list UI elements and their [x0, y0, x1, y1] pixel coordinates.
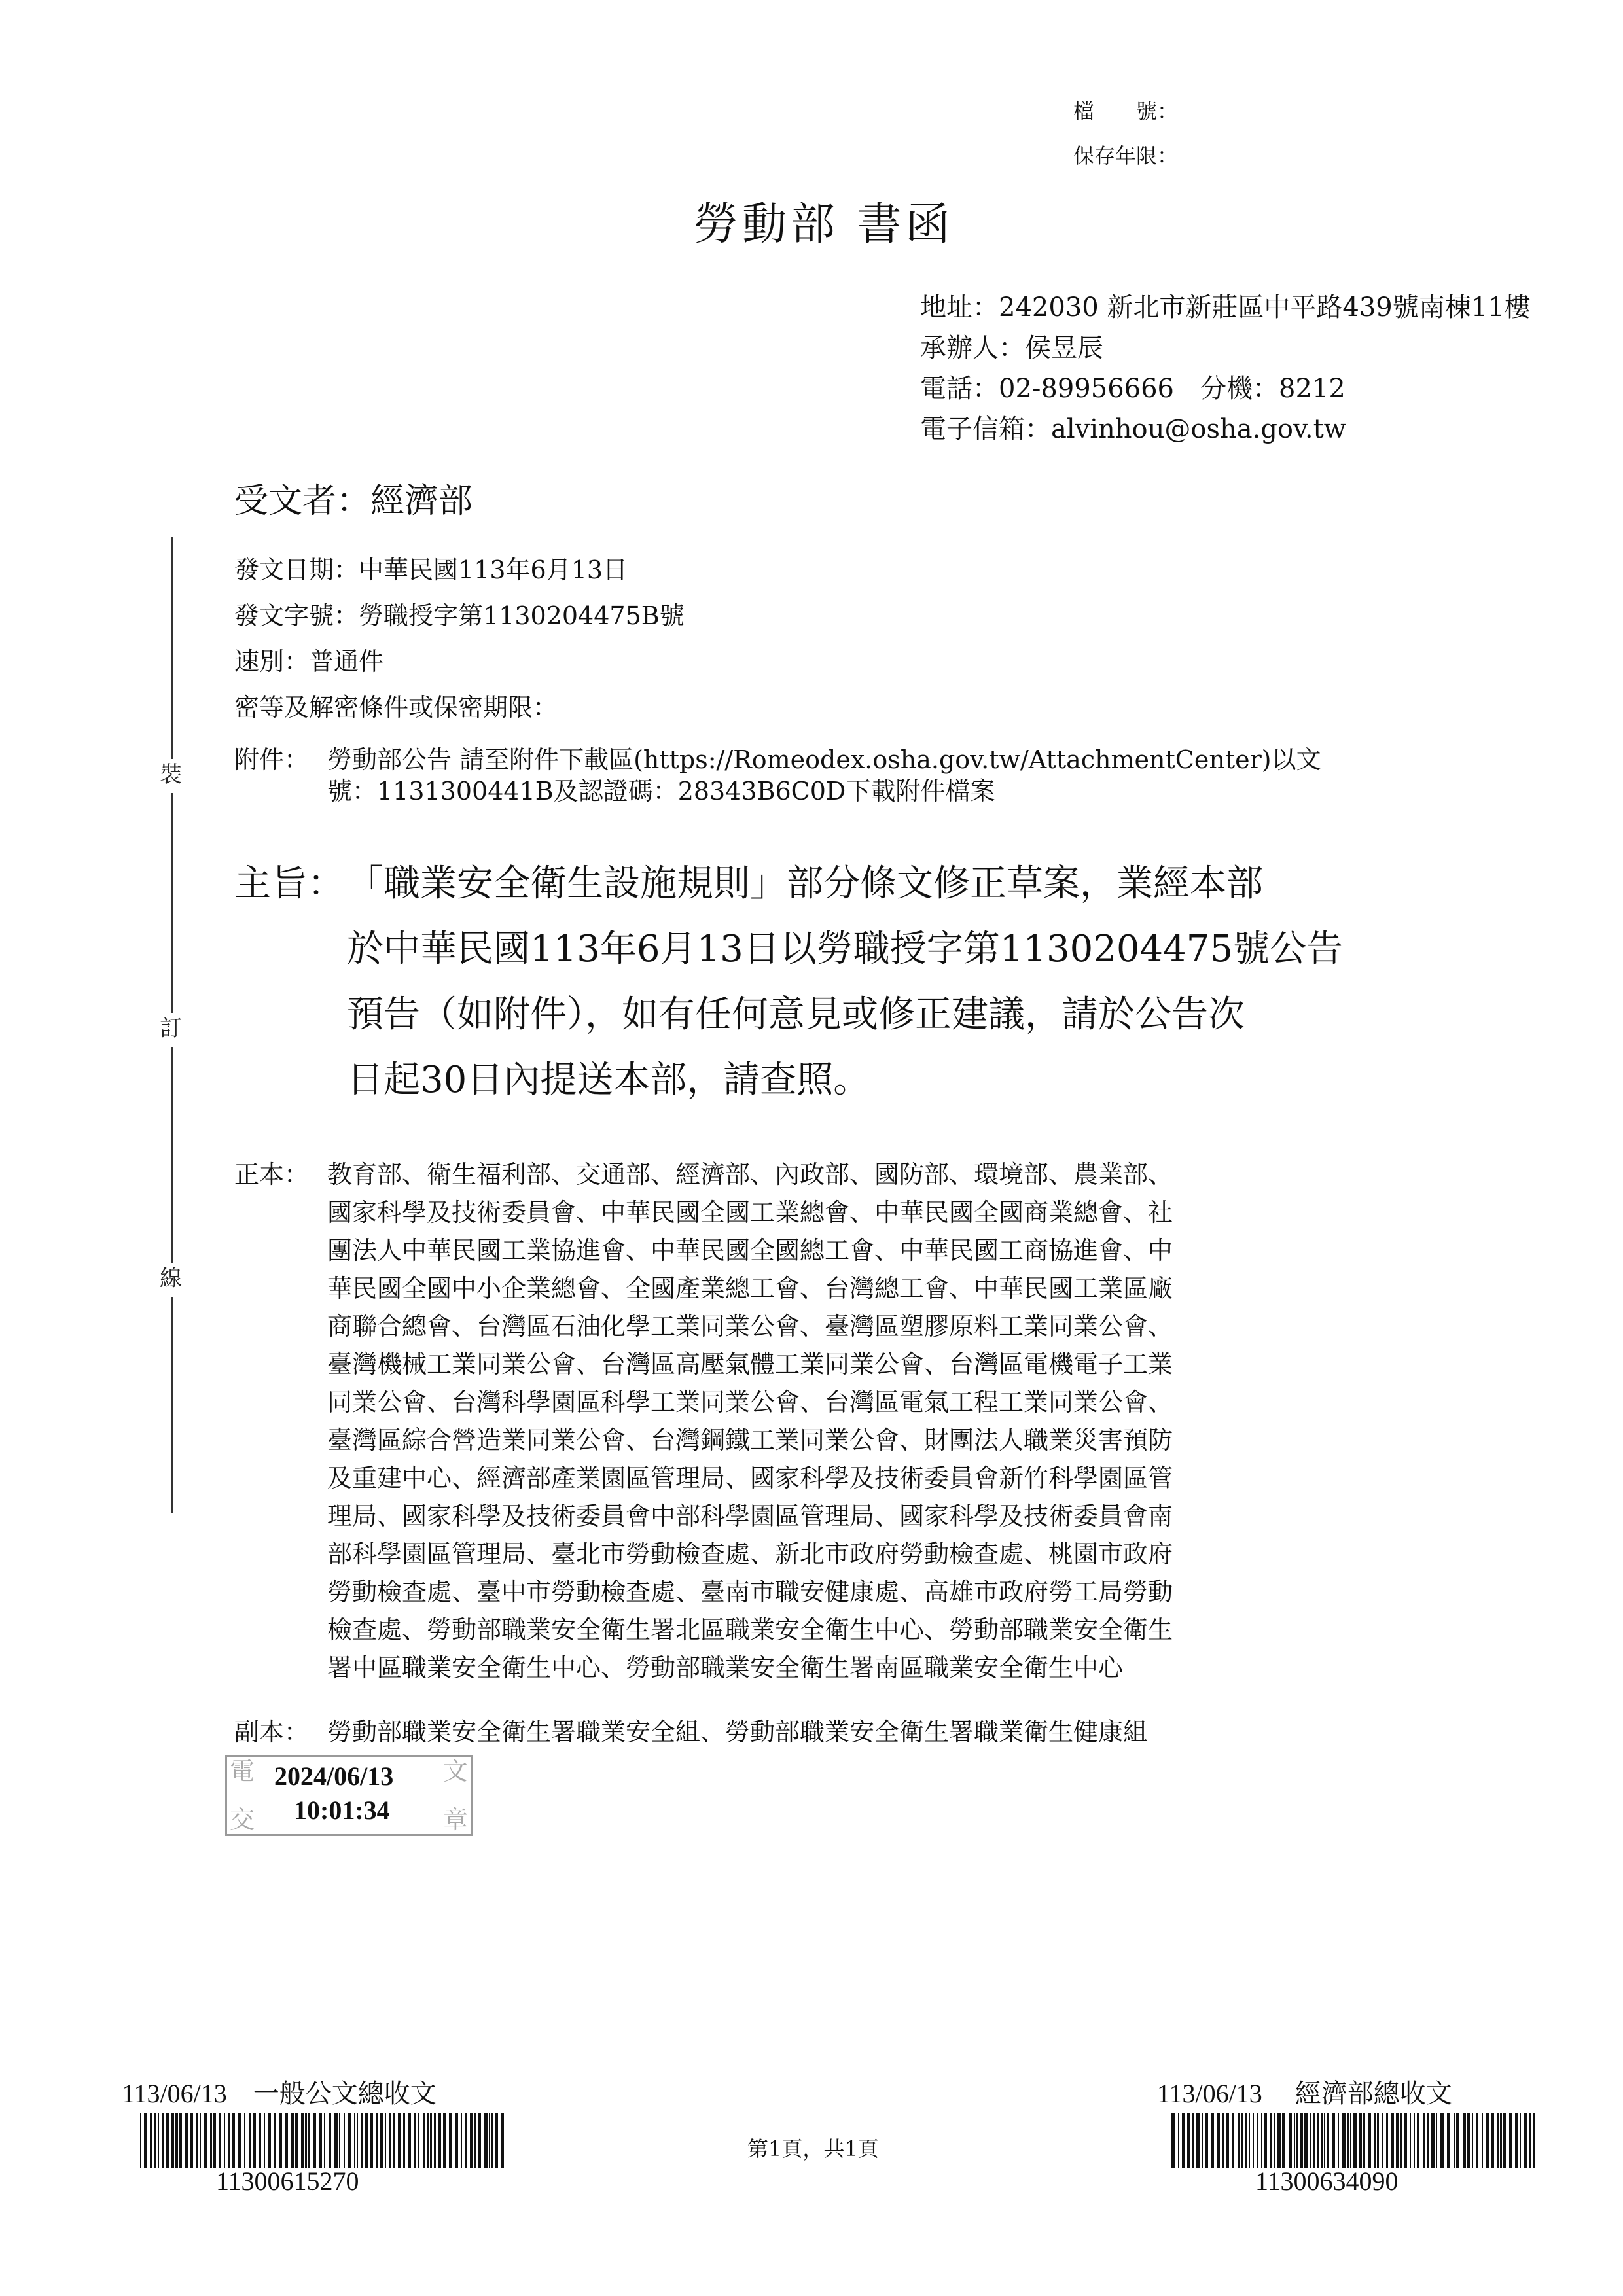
barcode-bar [370, 2113, 373, 2168]
barcode-bar [204, 2113, 207, 2168]
barcode-bar [1374, 2113, 1376, 2168]
primary-recipients-line: 商聯合總會、台灣區石油化學工業同業公會、臺灣區塑膠原料工業同業公會、 [327, 1312, 1173, 1341]
stamp-corner-char: 電 [230, 1757, 255, 1786]
recipient: 受文者：經濟部 [234, 482, 473, 521]
barcode-bar [244, 2113, 245, 2168]
barcode-bar [1391, 2113, 1394, 2168]
barcode-bar [1182, 2113, 1185, 2168]
barcode-bar [438, 2113, 441, 2168]
barcode-bar [1274, 2113, 1275, 2168]
barcode-bar [196, 2113, 198, 2168]
primary-recipients-line: 署中區職業安全衛生中心、勞動部職業安全衛生署南區職業安全衛生中心 [327, 1653, 1124, 1682]
barcode-bar [376, 2113, 378, 2168]
barcode-bar [489, 2113, 490, 2168]
barcode-bar [1427, 2113, 1429, 2168]
barcode-bar [348, 2113, 351, 2168]
primary-recipients-line: 及重建中心、經濟部產業園區管理局、國家科學及技術委員會新竹科學園區管 [327, 1464, 1173, 1492]
barcode-bar [1178, 2113, 1179, 2168]
barcode-bar [1222, 2113, 1224, 2168]
retention-period-label: 保存年限： [1073, 143, 1179, 168]
barcode-bar [1472, 2113, 1473, 2168]
barcode-bar [1327, 2113, 1329, 2168]
barcode-bar [1192, 2113, 1194, 2168]
barcode-bar [427, 2113, 429, 2168]
barcode-bar [1410, 2113, 1411, 2168]
copy-recipients-label: 副本： [234, 1718, 310, 1746]
barcode-bar [1524, 2113, 1527, 2168]
stamp-corner-char: 文 [442, 1757, 468, 1786]
barcode-bar [389, 2113, 391, 2168]
barcode-bar [259, 2113, 261, 2168]
barcode-bar [478, 2113, 481, 2168]
barcode-bar [1245, 2113, 1247, 2168]
barcode-bar [1277, 2113, 1281, 2168]
barcode-bar [179, 2113, 182, 2168]
attachment-line-2: 號：1131300441B及認證碼：28343B6C0D下載附件檔案 [327, 777, 995, 805]
primary-recipients-line: 國家科學及技術委員會、中華民國全國工業總會、中華民國全國商業總會、社 [327, 1198, 1173, 1227]
right-barcode [1171, 2113, 1538, 2168]
barcode-bar [185, 2113, 188, 2168]
right-receipt-label: 113/06/13 經濟部總收文 [1157, 2079, 1452, 2108]
barcode-bar [171, 2113, 174, 2168]
barcode-bar [1431, 2113, 1435, 2168]
attachment-label: 附件： [234, 745, 310, 774]
barcode-bar [430, 2113, 432, 2168]
barcode-bar [501, 2113, 504, 2168]
barcode-bar [1332, 2113, 1335, 2168]
barcode-bar [398, 2113, 401, 2168]
barcode-bar [1423, 2113, 1425, 2168]
barcode-bar [1217, 2113, 1220, 2168]
barcode-bar [1353, 2113, 1357, 2168]
barcode-bar [1509, 2113, 1512, 2168]
barcode-bar [1304, 2113, 1308, 2168]
left-receipt-label: 113/06/13 一般公文總收文 [122, 2079, 437, 2108]
margin-mark-staple: 訂 [160, 1016, 182, 1042]
subject-line-2: 於中華民國113年6月13日以勞職授字第1130204475號公告 [347, 928, 1344, 970]
primary-recipients-line: 理局、國家科學及技術委員會中部科學園區管理局、國家科學及技術委員會南 [327, 1502, 1173, 1530]
barcode-bar [1310, 2113, 1311, 2168]
barcode-bar [319, 2113, 322, 2168]
barcode-bar [1226, 2113, 1229, 2168]
barcode-bar [324, 2113, 325, 2168]
barcode-bar [1467, 2113, 1470, 2168]
page-number: 第1頁，共1頁 [747, 2136, 879, 2161]
barcode-bar [1436, 2113, 1437, 2168]
secrecy-level: 密等及解密條件或保密期限： [234, 693, 558, 722]
barcode-bar [1300, 2113, 1303, 2168]
barcode-bar [166, 2113, 169, 2168]
barcode-bar [1529, 2113, 1531, 2168]
handler-name: 承辦人：侯昱辰 [920, 333, 1103, 363]
file-number-label: 檔 號： [1073, 99, 1179, 124]
stamp-date: 2024/06/13 [274, 1761, 394, 1791]
barcode-bar [1342, 2113, 1346, 2168]
barcode-bar [1202, 2113, 1203, 2168]
barcode-bar [357, 2113, 358, 2168]
barcode-bar [1414, 2113, 1415, 2168]
barcode-bar [1400, 2113, 1402, 2168]
barcode-bar [414, 2113, 416, 2168]
barcode-bar [461, 2113, 462, 2168]
barcode-bar [213, 2113, 216, 2168]
barcode-bar [190, 2113, 193, 2168]
margin-mark-bind: 裝 [160, 762, 182, 788]
primary-recipients-line: 教育部、衛生福利部、交通部、經濟部、內政部、國防部、環境部、農業部、 [327, 1160, 1173, 1189]
barcode-bar [1264, 2113, 1267, 2168]
barcode-bar [408, 2113, 411, 2168]
barcode-bar [1171, 2113, 1175, 2168]
barcode-bar [380, 2113, 383, 2168]
primary-recipients-line: 臺灣區綜合營造業同業公會、台灣鋼鐵工業同業公會、財團法人職業災害預防 [327, 1426, 1173, 1455]
barcode-bar [1476, 2113, 1478, 2168]
barcode-bar [1289, 2113, 1292, 2168]
attachment-line-1: 勞動部公告 請至附件下載區(https://Romeodex.osha.gov.tw/AttachmentCenter)以文 [327, 745, 1321, 774]
barcode-bar [268, 2113, 271, 2168]
barcode-bar [224, 2113, 225, 2168]
primary-recipients-label: 正本： [234, 1160, 310, 1189]
barcode-bar [1491, 2113, 1494, 2168]
barcode-bar [154, 2113, 156, 2168]
barcode-bar [465, 2113, 467, 2168]
barcode-bar [295, 2113, 298, 2168]
barcode-bar [1500, 2113, 1502, 2168]
barcode-bar [305, 2113, 307, 2168]
left-barcode [140, 2113, 507, 2168]
barcode-bar [1205, 2113, 1208, 2168]
barcode-bar [1533, 2113, 1535, 2168]
barcode-bar [313, 2113, 316, 2168]
barcode-bar [1503, 2113, 1506, 2168]
barcode-bar [150, 2113, 152, 2168]
barcode-bar [1253, 2113, 1254, 2168]
sender-address: 地址：242030 新北市新莊區中平路439號南棟11樓 [920, 292, 1531, 323]
right-receipt-number: 11300634090 [1255, 2166, 1399, 2196]
barcode-bar [1404, 2113, 1407, 2168]
barcode-bar [1238, 2113, 1240, 2168]
primary-recipients-line: 同業公會、台灣科學園區科學工業同業公會、台灣區電氣工程工業同業公會、 [327, 1388, 1173, 1417]
barcode-bar [200, 2113, 201, 2168]
barcode-bar [253, 2113, 256, 2168]
barcode-bar [495, 2113, 498, 2168]
barcode-bar [1270, 2113, 1272, 2168]
barcode-bar [1296, 2113, 1298, 2168]
barcode-bar [1187, 2113, 1190, 2168]
barcode-bar [1463, 2113, 1466, 2168]
barcode-bar [393, 2113, 395, 2168]
subject-line-4: 日起30日內提送本部，請查照。 [347, 1059, 870, 1101]
barcode-bar [301, 2113, 304, 2168]
barcode-bar [434, 2113, 436, 2168]
barcode-bar [1324, 2113, 1325, 2168]
primary-recipients-line: 團法人中華民國工業協進會、中華民國全國總工會、中華民國工商協進會、中 [327, 1236, 1173, 1265]
barcode-bar [443, 2113, 446, 2168]
subject-line-3: 預告（如附件），如有任何意見或修正建議，請於公告次 [347, 993, 1245, 1036]
barcode-bar [491, 2113, 493, 2168]
copy-recipients: 勞動部職業安全衛生署職業安全組、勞動部職業安全衛生署職業衛生健康組 [327, 1718, 1149, 1746]
barcode-bar [1257, 2113, 1258, 2168]
barcode-bar [1196, 2113, 1200, 2168]
barcode-bar [339, 2113, 340, 2168]
document-number: 發文字號：勞職授字第1130204475B號 [234, 601, 685, 630]
barcode-bar [175, 2113, 178, 2168]
barcode-bar [1321, 2113, 1323, 2168]
delivery-speed: 速別：普通件 [234, 647, 384, 676]
barcode-bar [1486, 2113, 1489, 2168]
barcode-bar [329, 2113, 331, 2168]
subject-label: 主旨： [234, 862, 344, 905]
barcode-bar [232, 2113, 235, 2168]
barcode-bar [308, 2113, 310, 2168]
barcode-bar [249, 2113, 251, 2168]
barcode-bar [1440, 2113, 1444, 2168]
barcode-bar [144, 2113, 147, 2168]
barcode-bar [1497, 2113, 1499, 2168]
barcode-bar [344, 2113, 345, 2168]
barcode-bar [403, 2113, 405, 2168]
barcode-bar [470, 2113, 473, 2168]
barcode-bar [285, 2113, 288, 2168]
barcode-bar [162, 2113, 164, 2168]
issue-date: 發文日期：中華民國113年6月13日 [234, 556, 628, 584]
margin-mark-line: 線 [160, 1265, 182, 1292]
barcode-bar [474, 2113, 476, 2168]
barcode-bar [1350, 2113, 1351, 2168]
barcode-bar [361, 2113, 363, 2168]
stamp-time: 10:01:34 [294, 1795, 390, 1825]
barcode-bar [334, 2113, 338, 2168]
barcode-bar [1417, 2113, 1419, 2168]
barcode-bar [423, 2113, 425, 2168]
barcode-bar [1313, 2113, 1315, 2168]
barcode-bar [1382, 2113, 1383, 2168]
barcode-bar [291, 2113, 294, 2168]
barcode-bar [274, 2113, 276, 2168]
receipt-stamp [225, 1755, 473, 1836]
barcode-bar [1363, 2113, 1365, 2168]
left-receipt-number: 11300615270 [216, 2166, 359, 2196]
barcode-bar [140, 2113, 141, 2168]
barcode-bar [1338, 2113, 1339, 2168]
binding-line-top [171, 537, 173, 759]
barcode-bar [455, 2113, 458, 2168]
barcode-bar [1347, 2113, 1349, 2168]
barcode-bar [279, 2113, 282, 2168]
barcode-bar [418, 2113, 419, 2168]
barcode-bar [1232, 2113, 1234, 2168]
barcode-bar [1368, 2113, 1371, 2168]
barcode-bar [1515, 2113, 1518, 2168]
barcode-bar [1386, 2113, 1388, 2168]
primary-recipients [327, 1159, 1173, 1691]
barcode-bar [210, 2113, 212, 2168]
barcode-bar [1520, 2113, 1521, 2168]
primary-recipients-line: 部科學園區管理局、臺北市勞動檢查處、新北市政府勞動檢查處、桃園市政府 [327, 1540, 1173, 1568]
stamp-corner-char: 交 [230, 1805, 255, 1834]
binding-line-bottom [171, 1297, 173, 1513]
barcode-bar [1211, 2113, 1214, 2168]
stamp-corner-char: 章 [442, 1805, 468, 1834]
barcode-bar [158, 2113, 159, 2168]
barcode-bar [219, 2113, 221, 2168]
barcode-bar [1454, 2113, 1455, 2168]
barcode-bar [1377, 2113, 1379, 2168]
barcode-bar [449, 2113, 452, 2168]
barcode-bar [385, 2113, 386, 2168]
barcode-bar [354, 2113, 355, 2168]
primary-recipients-line: 檢查處、勞動部職業安全衛生署北區職業安全衛生中心、勞動部職業安全衛生 [327, 1616, 1173, 1644]
primary-recipients-line: 勞動檢查處、臺中市勞動檢查處、臺南市職安健康處、高雄市政府勞工局勞動 [327, 1578, 1173, 1606]
barcode-bar [1241, 2113, 1243, 2168]
barcode-bar [1447, 2113, 1450, 2168]
barcode-bar [1482, 2113, 1483, 2168]
barcode-bar [1249, 2113, 1250, 2168]
barcode-bar [1282, 2113, 1285, 2168]
subject-line-1: 「職業安全衛生設施規則」部分條文修正草案，業經本部 [347, 862, 1263, 905]
barcode-bar [1317, 2113, 1319, 2168]
phone-number: 電話：02-89956666 分機：8212 [920, 374, 1346, 404]
email-address: 電子信箱：alvinhou@osha.gov.tw [920, 414, 1346, 444]
primary-recipients-line: 臺灣機械工業同業公會、台灣區高壓氣體工業同業公會、台灣區電機電子工業 [327, 1350, 1173, 1379]
binding-line-lower [171, 1047, 173, 1263]
barcode-bar [1359, 2113, 1362, 2168]
barcode-bar [484, 2113, 488, 2168]
barcode-bar [365, 2113, 368, 2168]
barcode-bar [1396, 2113, 1399, 2168]
document-title: 勞動部 書函 [694, 199, 954, 251]
primary-recipients-line: 華民國全國中小企業總會、全國產業總工會、台灣總工會、中華民國工業區廠 [327, 1274, 1173, 1303]
binding-line-middle [171, 793, 173, 1013]
barcode-bar [238, 2113, 241, 2168]
barcode-bar [1294, 2113, 1295, 2168]
barcode-bar [228, 2113, 230, 2168]
barcode-bar [1261, 2113, 1262, 2168]
barcode-bar [264, 2113, 265, 2168]
barcode-bar [1456, 2113, 1459, 2168]
